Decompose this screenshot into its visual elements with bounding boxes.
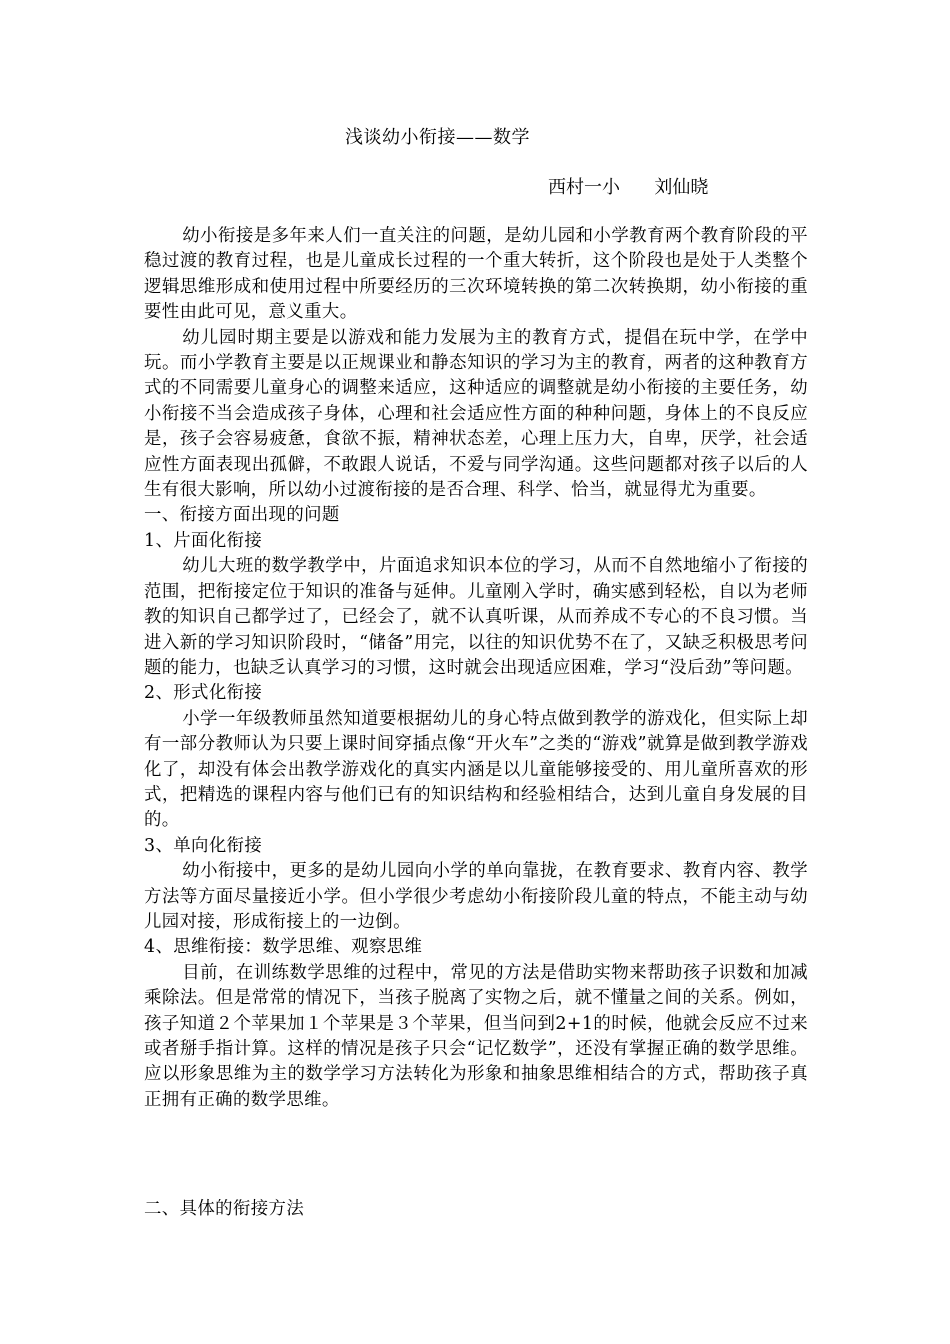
item-3-heading: 3、单向化衔接 — [144, 835, 263, 856]
item-4-heading: 4、思维衔接：数学思维、观察思维 — [144, 937, 423, 958]
document-body — [144, 224, 808, 1113]
author-byline: 西村一小 刘仙晓 — [548, 177, 709, 198]
section-one-heading: 一、衔接方面出现的问题 — [144, 505, 340, 526]
document-title: 浅谈幼小衔接——数学 — [345, 127, 530, 148]
item-2-heading: 2、形式化衔接 — [144, 683, 263, 704]
item-1-paragraph: 幼儿大班的数学教学中，片面追求知识本位的学习，从而不自然地缩小了衔接的范围，把衔接定位于知识的准备与延伸。儿童刚入学时，确实感到轻松，自以为老师教的知识自己都学过了，已经会了，就不认真听课，从而养成不专心的不良习惯。当进入新的学习知识阶段时，“储备”用完，以往的知识优势不在了，又缺乏积极思考问题的能力，也缺乏认真学习的习惯，这时就会出现适应困难，学习“没后劲”等问题。 — [144, 556, 808, 678]
intro-paragraph-2: 幼儿园时期主要是以游戏和能力发展为主的教育方式，提倡在玩中学，在学中玩。而小学教育主要是以正规课业和静态知识的学习为主的教育，两者的这种教育方式的不同需要儿童身心的调整来适应，这种适应的调整就是幼小衔接的主要任务，幼小衔接不当会造成孩子身体，心理和社会适应性方面的种种问题，身体上的不良反应是，孩子会容易疲惫，食欲不振，精神状态差，心理上压力大，自卑，厌学，社会适应性方面表现出孤僻，不敢跟人说话，不爱与同学沟通。这些问题都对孩子以后的人生有很大影响，所以幼小过渡衔接的是否合理、科学、恰当，就显得尤为重要。 — [144, 327, 808, 501]
intro-paragraph-1: 幼小衔接是多年来人们一直关注的问题，是幼儿园和小学教育两个教育阶段的平稳过渡的教育过程，也是儿童成长过程的一个重大转折，这个阶段也是处于人类整个逻辑思维形成和使用过程中所要经历的三次环境转换的第二次转换期，幼小衔接的重要性由此可见，意义重大。 — [144, 226, 808, 323]
item-3-paragraph: 幼小衔接中，更多的是幼儿园向小学的单向靠拢，在教育要求、教育内容、教学方法等方面尽量接近小学。但小学很少考虑幼小衔接阶段儿童的特点，不能主动与幼儿园对接，形成衔接上的一边倒。 — [144, 861, 808, 932]
item-4-paragraph: 目前，在训练数学思维的过程中，常见的方法是借助实物来帮助孩子识数和加减乘除法。但是常常的情况下，当孩子脱离了实物之后，就不懂量之间的关系。例如，孩子知道２个苹果加１个苹果是３个苹果，但当问到2+1的时候，他就会反应不过来或者掰手指计算。这样的情况是孩子只会“记忆数学”，还没有掌握正确的数学思维。应以形象思维为主的数学学习方法转化为形象和抽象思维相结合的方式，帮助孩子真正拥有正确的数学思维。 — [144, 962, 808, 1110]
item-1-heading: 1、片面化衔接 — [144, 530, 263, 551]
section-two-heading: 二、具体的衔接方法 — [144, 1199, 305, 1219]
item-2-paragraph: 小学一年级教师虽然知道要根据幼儿的身心特点做到教学的游戏化，但实际上却有一部分教师认为只要上课时间穿插点像“开火车”之类的“游戏”就算是做到教学游戏化了，却没有体会出教学游戏化的真实内涵是以儿童能够接受的、用儿童所喜欢的形式，把精选的课程内容与他们已有的知识结构和经验相结合，达到儿童自身发展的目的。 — [144, 708, 808, 831]
